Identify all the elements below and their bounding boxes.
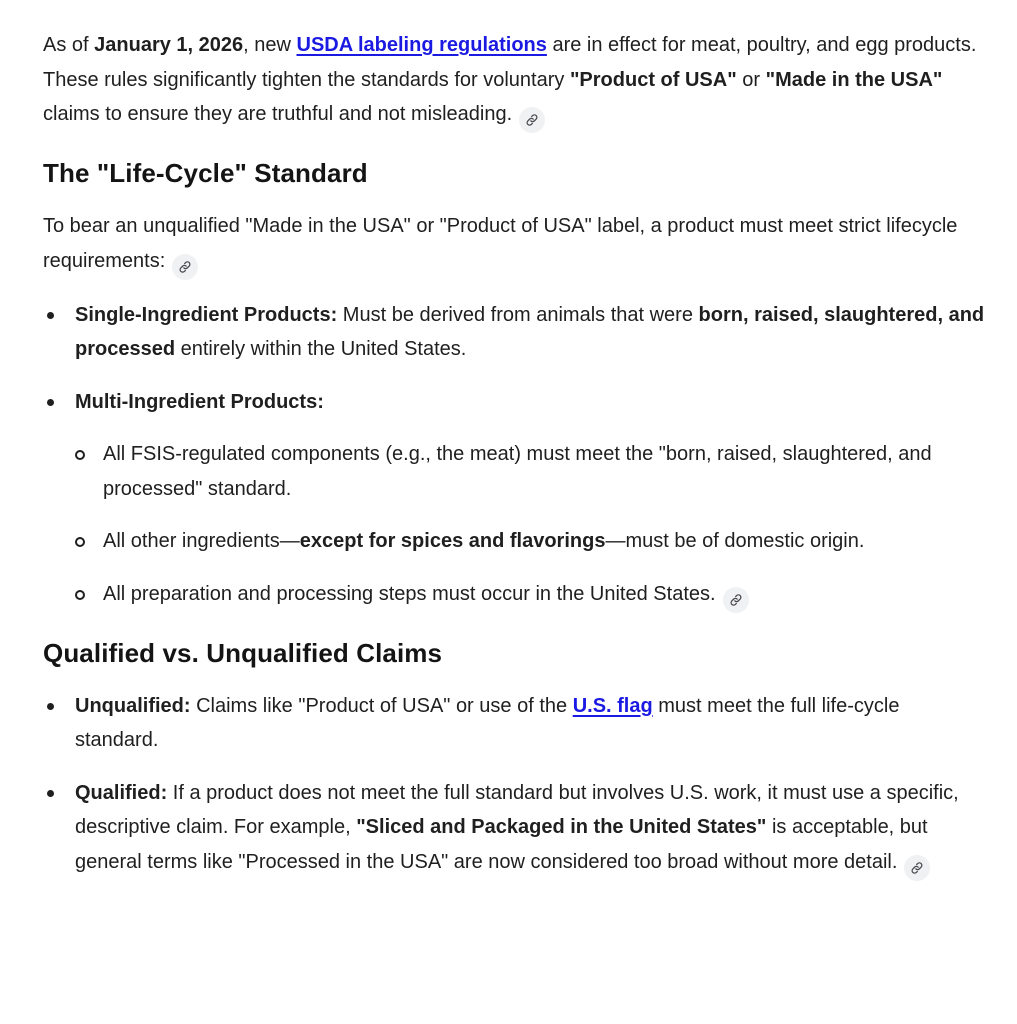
text-segment: are in effect for meat, poultry, and egg products. These rules significantly tighten the standards for voluntary: [43, 34, 977, 91]
text-segment: All FSIS-regulated components (e.g., the meat) must meet the "born, raised, slaughtered, and processed" standard.: [103, 443, 932, 500]
intro-paragraph: [43, 28, 987, 133]
text-segment: January 1, 2026: [94, 34, 244, 56]
multi-ingredient-sublist: [75, 437, 987, 613]
lifecycle-list: [43, 298, 987, 613]
text-segment: Claims like "Product of USA" or use of the: [190, 694, 573, 717]
text-segment: Qualified:: [75, 781, 168, 804]
text-segment: must meet the full life-cycle standard.: [75, 694, 900, 751]
list-item-single-ingredient: [43, 298, 987, 367]
claims-list: [43, 689, 987, 881]
text-segment: "Sliced and Packaged in the United States": [356, 816, 767, 838]
citation-link-icon[interactable]: [723, 587, 749, 613]
section-heading-claims: Qualified vs. Unqualified Claims: [43, 637, 443, 668]
text-segment: As of: [43, 34, 95, 56]
sublist-item-fsis: [75, 437, 987, 506]
sublist-item-preparation: [75, 577, 987, 613]
text-segment: claims to ensure they are truthful and not misleading.: [43, 103, 513, 125]
text-segment: entirely within the United States.: [175, 338, 467, 360]
text-segment: Multi-Ingredient Products:: [75, 390, 324, 413]
list-item-qualified: [43, 776, 987, 881]
lifecycle-intro-paragraph: [43, 209, 987, 280]
text-segment: If a product does not meet the full standard but involves U.S. work, it must use a specific, descriptive claim. For example,: [75, 781, 959, 838]
inline-link[interactable]: U.S. flag: [572, 694, 653, 717]
text-segment: Unqualified:: [75, 694, 191, 717]
citation-link-icon[interactable]: [172, 254, 198, 280]
text-segment: Must be derived from animals that were: [337, 303, 699, 326]
list-item-multi-ingredient: [43, 385, 987, 613]
text-segment: "Made in the USA": [765, 68, 943, 91]
text-segment: born, raised, slaughtered, and processed: [75, 303, 985, 360]
sublist-item-other-ingredients: [75, 524, 987, 559]
section-heading-lifecycle: The "Life-Cycle" Standard: [43, 158, 368, 188]
text-segment: except for spices and flavorings: [299, 530, 606, 552]
citation-link-icon[interactable]: [904, 855, 930, 881]
citation-link-icon[interactable]: [519, 107, 545, 133]
text-segment: , new: [243, 34, 297, 56]
list-item-label: [75, 391, 324, 413]
text-segment: "Product of USA": [569, 68, 737, 91]
text-segment: or: [736, 68, 766, 91]
inline-link[interactable]: USDA labeling regulations: [296, 34, 547, 56]
text-segment: —must be of domestic origin.: [605, 530, 865, 552]
text-segment: Single-Ingredient Products:: [75, 303, 338, 326]
list-item-unqualified: [43, 689, 987, 758]
text-segment: is acceptable, but general terms like "Processed in the USA" are now considered too broad without more detail.: [75, 816, 928, 873]
text-segment: All preparation and processing steps must occur in the United States.: [103, 582, 716, 605]
text-segment: To bear an unqualified "Made in the USA" or "Product of USA" label, a product must meet strict lifecycle requirements:: [43, 215, 958, 272]
text-segment: All other ingredients—: [103, 530, 300, 552]
